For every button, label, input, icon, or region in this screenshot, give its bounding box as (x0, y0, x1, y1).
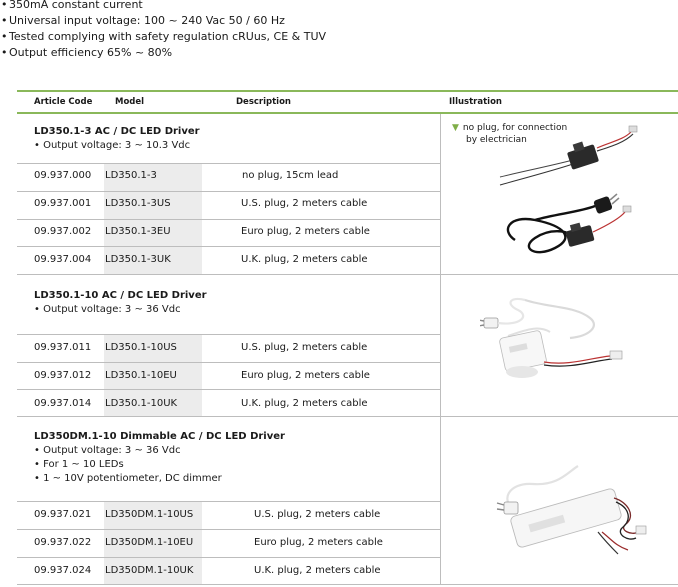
description: U.S. plug, 2 meters cable (241, 342, 368, 353)
model-name: LD350.1-3US (105, 198, 171, 209)
feature-item: • 350mA constant current (1, 0, 143, 13)
table-top-rule (17, 90, 678, 92)
model-name: LD350.1-3UK (105, 254, 171, 265)
illustration-note: ▼ no plug, for connection by electrician (452, 123, 568, 145)
row-divider (17, 362, 440, 363)
row-divider (17, 557, 440, 558)
feature-item: • Tested complying with safety regulation cRUus, CE & TUV (1, 30, 327, 43)
led-driver-illustration (480, 296, 640, 396)
group-spec: • Output voltage: 3 ~ 36 Vdc (34, 445, 181, 456)
row-divider (17, 246, 440, 247)
model-name: LD350DM.1-10US (105, 509, 194, 520)
description: U.K. plug, 2 meters cable (241, 254, 368, 265)
header-description: Description (236, 97, 291, 107)
row-divider (17, 501, 440, 502)
group-spec: • Output voltage: 3 ~ 10.3 Vdc (34, 140, 191, 151)
description: U.K. plug, 2 meters cable (254, 565, 381, 576)
description: U.S. plug, 2 meters cable (241, 198, 368, 209)
model-name: LD350.1-3 (105, 170, 157, 181)
led-driver-illustration (488, 462, 658, 562)
article-code: 09.937.002 (34, 226, 92, 237)
triangle-down-icon: ▼ (452, 123, 459, 133)
group-divider (17, 416, 678, 417)
article-code: 09.937.001 (34, 198, 92, 209)
header-model: Model (115, 97, 145, 107)
article-code: 09.937.022 (34, 537, 92, 548)
group-spec: • Output voltage: 3 ~ 36 Vdc (34, 304, 181, 315)
group-spec: • 1 ~ 10V potentiometer, DC dimmer (34, 473, 222, 484)
row-divider (17, 191, 440, 192)
article-code: 09.937.011 (34, 342, 92, 353)
description: U.K. plug, 2 meters cable (241, 398, 368, 409)
model-name: LD350DM.1-10UK (105, 565, 194, 576)
group-spec: • For 1 ~ 10 LEDs (34, 459, 124, 470)
group-title: LD350DM.1-10 Dimmable AC / DC LED Driver (34, 431, 285, 442)
description: Euro plug, 2 meters cable (241, 226, 370, 237)
feature-item: • Output efficiency 65% ~ 80% (1, 46, 173, 59)
table-bottom-rule (17, 584, 678, 585)
model-name: LD350DM.1-10EU (105, 537, 194, 548)
bullet-dot-icon: • (1, 0, 8, 11)
header-article-code: Article Code (34, 97, 93, 107)
row-divider (17, 219, 440, 220)
bullet-dot-icon: • (1, 46, 8, 59)
illustration-column-divider (440, 114, 441, 584)
article-code: 09.937.000 (34, 170, 92, 181)
model-name: LD350.1-10US (105, 342, 177, 353)
article-code: 09.937.021 (34, 509, 92, 520)
header-bottom-rule (17, 112, 678, 114)
group-title: LD350.1-10 AC / DC LED Driver (34, 290, 207, 301)
model-name: LD350.1-10EU (105, 370, 177, 381)
article-code: 09.937.024 (34, 565, 92, 576)
group-divider (17, 274, 678, 275)
bullet-dot-icon: • (1, 30, 8, 43)
model-name: LD350.1-3EU (105, 226, 171, 237)
row-divider (17, 163, 440, 164)
article-code: 09.937.012 (34, 370, 92, 381)
article-code: 09.937.014 (34, 398, 92, 409)
article-code: 09.937.004 (34, 254, 92, 265)
row-divider (17, 529, 440, 530)
description: Euro plug, 2 meters cable (241, 370, 370, 381)
description: Euro plug, 2 meters cable (254, 537, 383, 548)
header-illustration: Illustration (449, 97, 502, 107)
bullet-dot-icon: • (1, 14, 8, 27)
model-name: LD350.1-10UK (105, 398, 178, 409)
led-driver-illustration (495, 120, 645, 270)
description: U.S. plug, 2 meters cable (254, 509, 381, 520)
row-divider (17, 389, 440, 390)
row-divider (17, 334, 440, 335)
feature-item: • Universal input voltage: 100 ~ 240 Vac 50 / 60 Hz (1, 14, 285, 27)
description: no plug, 15cm lead (242, 170, 339, 181)
group-title: LD350.1-3 AC / DC LED Driver (34, 126, 200, 137)
